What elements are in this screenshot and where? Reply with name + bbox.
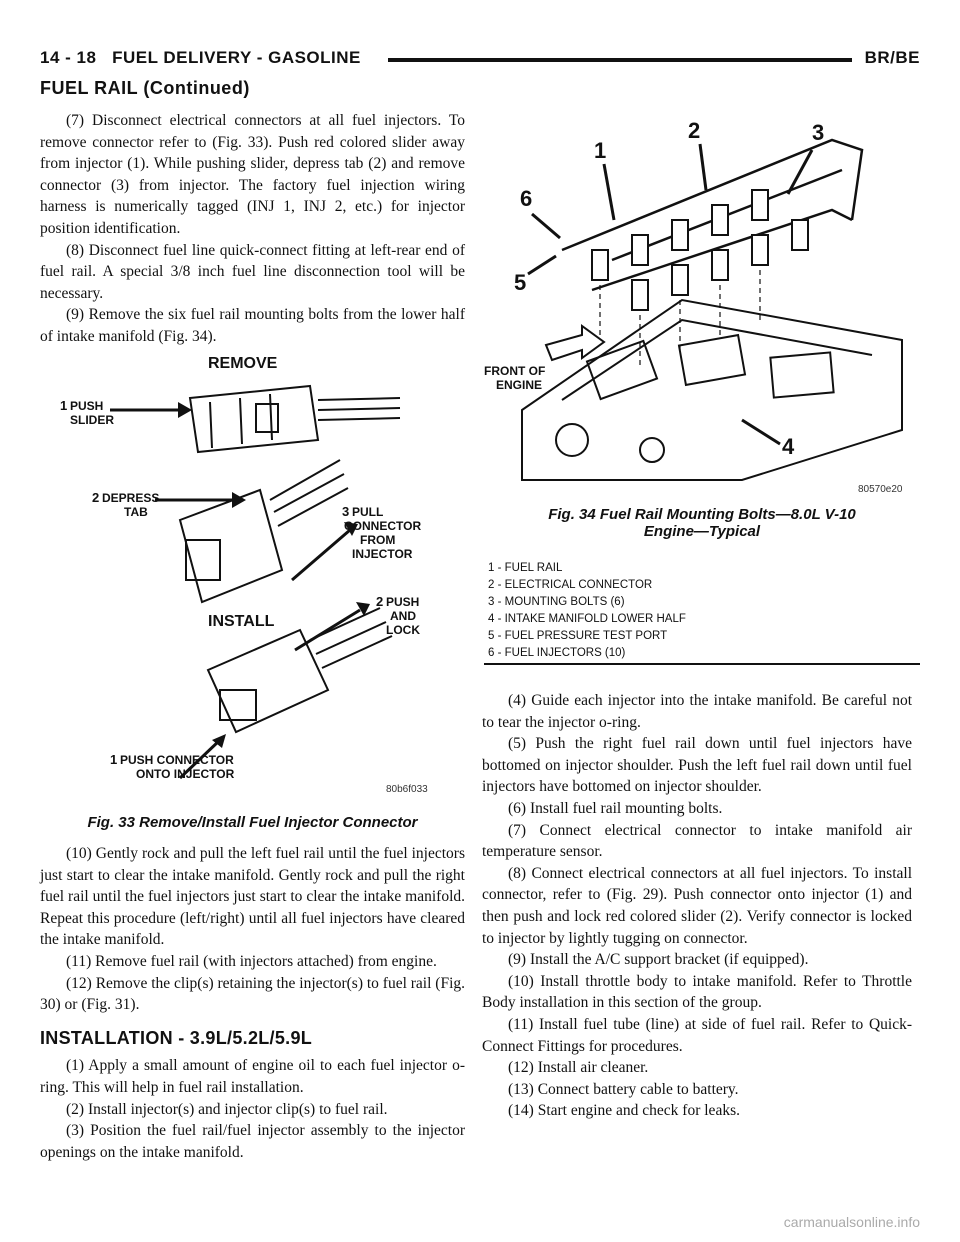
fig34-caption-line: Fig. 34 Fuel Rail Mounting Bolts—8.0L V-10 [548, 506, 856, 523]
callout-2: 2 [688, 118, 701, 143]
step-paragraph: (5) Push the right fuel rail down until fuel injectors have bottomed on injector shoulder. Push the left fuel rail down until fuel injectors have bottomed on injector shoulder. [482, 735, 912, 796]
leader-line [528, 256, 556, 274]
header-rule [388, 58, 852, 62]
callout-text: AND [390, 609, 416, 623]
callout-6: 6 [520, 186, 533, 211]
legend-item: 3 - MOUNTING BOLTS (6) [488, 596, 625, 608]
callout-text: INJECTOR [352, 547, 413, 561]
installation-steps-b [482, 690, 912, 1122]
callout-text: PUSH CONNECTOR [120, 753, 234, 767]
step-paragraph: (6) Install fuel rail mounting bolts. [508, 799, 723, 817]
arrow-push-and-lock [295, 610, 360, 650]
fig34-caption-line: Engine—Typical [643, 523, 761, 540]
callout-3: 3 [812, 120, 825, 145]
watermark: carmanualsonline.info [783, 1214, 920, 1230]
callout-text: PUSH [386, 595, 420, 609]
callout-number: 3 [342, 504, 350, 519]
callout-text: ONTO INJECTOR [136, 767, 235, 781]
legend-item: 4 - INTAKE MANIFOLD LOWER HALF [488, 613, 686, 625]
callout-text: DEPRESS [102, 491, 160, 505]
legend-item: 1 - FUEL RAIL [488, 562, 563, 574]
connector-top-drawing [190, 386, 400, 452]
step-paragraph: (9) Install the A/C support bracket (if equipped). [508, 951, 809, 969]
step-paragraph: (7) Connect electrical connector to intake manifold air temperature sensor. [482, 821, 912, 861]
injectors-drawing [592, 190, 808, 310]
callout-1: 1 [594, 138, 607, 163]
callout-4: 4 [782, 434, 795, 459]
step-paragraph: (1) Apply a small amount of engine oil to each fuel injector o-ring. This will help in fuel rail installation. [40, 1057, 465, 1096]
legend-item: 5 - FUEL PRESSURE TEST PORT [488, 630, 668, 642]
manifold-drawing [522, 300, 902, 480]
fig34-illustration [482, 110, 922, 500]
step-paragraph: (11) Remove fuel rail (with injectors attached) from engine. [66, 952, 437, 970]
step-paragraph: (14) Start engine and check for leaks. [508, 1102, 740, 1120]
step-paragraph: (2) Install injector(s) and injector clip(s) to fuel rail. [66, 1100, 388, 1118]
step-paragraph: (12) Remove the clip(s) retaining the injector(s) to fuel rail (Fig. 30) or (Fig. 31). [40, 974, 466, 1014]
callout-text: PUSH [70, 399, 104, 413]
front-label: FRONT OF [484, 364, 546, 378]
step-paragraph: (11) Install fuel tube (line) at side of fuel rail. Refer to Quick-Connect Fittings for procedures. [482, 1015, 912, 1055]
step-paragraph: (3) Position the fuel rail/fuel injector assembly to the injector openings on the intake manifold. [40, 1122, 465, 1161]
callout-number: 1 [110, 752, 118, 767]
header-page-title [40, 48, 361, 68]
page-header [40, 42, 920, 72]
callout-text: CONNECTOR [344, 519, 422, 533]
callout-text: LOCK [386, 623, 420, 637]
arrow-head-icon [178, 402, 192, 418]
leader-line [700, 144, 706, 190]
step-paragraph: (12) Install air cleaner. [508, 1059, 649, 1077]
step-paragraph: (13) Connect battery cable to battery. [508, 1080, 739, 1098]
fig33-caption: Fig. 33 Remove/Install Fuel Injector Connector [87, 814, 418, 831]
callout-5: 5 [514, 270, 527, 295]
model-code: BR/BE [864, 48, 920, 67]
fig33-illustration [60, 340, 460, 810]
step-paragraph: (8) Disconnect fuel line quick-connect fitting at left-rear end of fuel rail. A special 3/8 inch fuel line disconnection tool will be necessary. [40, 241, 465, 302]
callout-text: TAB [124, 505, 148, 519]
legend-rule [484, 663, 920, 665]
chapter-title: FUEL DELIVERY - GASOLINE [112, 48, 361, 67]
removal-steps-a [40, 110, 465, 348]
installation-heading: INSTALLATION - 3.9L/5.2L/5.9L [40, 1027, 313, 1048]
callout-text: FROM [360, 533, 396, 547]
section-continued-title: FUEL RAIL (Continued) [40, 78, 250, 98]
fig33-remove-label: REMOVE [208, 355, 278, 372]
step-paragraph: (10) Install throttle body to intake manifold. Refer to Throttle Body installation in this section of the group. [482, 972, 912, 1012]
callout-number: 2 [92, 490, 100, 505]
page-number: 14 - 18 [40, 48, 97, 67]
connector-middle-drawing [180, 460, 348, 602]
front-arrow-icon [546, 326, 604, 360]
callout-text: SLIDER [70, 413, 115, 427]
fig33-install-label: INSTALL [208, 613, 275, 630]
leader-line [604, 164, 614, 220]
step-paragraph: (7) Disconnect electrical connectors at all fuel injectors. To remove connector refer to (Fig. 33). Push red colored slider away from injector (1). While pushing slider, depress tab (2) and remove connector (3) from injector. The factory fuel injection wiring harness is numerically tagged (INJ 1, INJ 2, etc.) for injector position identification. [40, 112, 465, 237]
leader-line [532, 214, 560, 238]
arrow-pull-connector [292, 530, 350, 580]
removal-steps-b [40, 843, 465, 1163]
front-label: ENGINE [496, 378, 543, 392]
legend-item: 2 - ELECTRICAL CONNECTOR [488, 579, 653, 591]
figure-code: 80b6f033 [386, 784, 428, 795]
fig34-caption [482, 506, 922, 540]
step-paragraph: (4) Guide each injector into the intake manifold. Be careful not to tear the injector o-ring. [482, 692, 912, 731]
figure-code: 80570e20 [858, 484, 903, 495]
fig34-legend [488, 560, 918, 662]
step-paragraph: (9) Remove the six fuel rail mounting bolts from the lower half of intake manifold (Fig. 34). [40, 306, 465, 345]
step-paragraph: (10) Gently rock and pull the left fuel rail until the fuel injectors just start to clear the intake manifold. Gently rock and pull the right fuel rail until the fuel injectors just start to clear the intake manifold. Repeat this procedure (left/right) until all fuel injectors have cleared the intake manifold. [40, 845, 465, 949]
callout-number: 2 [376, 594, 384, 609]
legend-item: 6 - FUEL INJECTORS (10) [488, 647, 626, 659]
callout-text: PULL [352, 505, 384, 519]
step-paragraph: (8) Connect electrical connectors at all fuel injectors. To install connector, refer to (Fig. 29). Push connector onto injector (1) and then push and lock red colored slider (2). Verify connector is locked to injector by lightly tugging on connector. [482, 864, 912, 947]
callout-number: 1 [60, 398, 68, 413]
